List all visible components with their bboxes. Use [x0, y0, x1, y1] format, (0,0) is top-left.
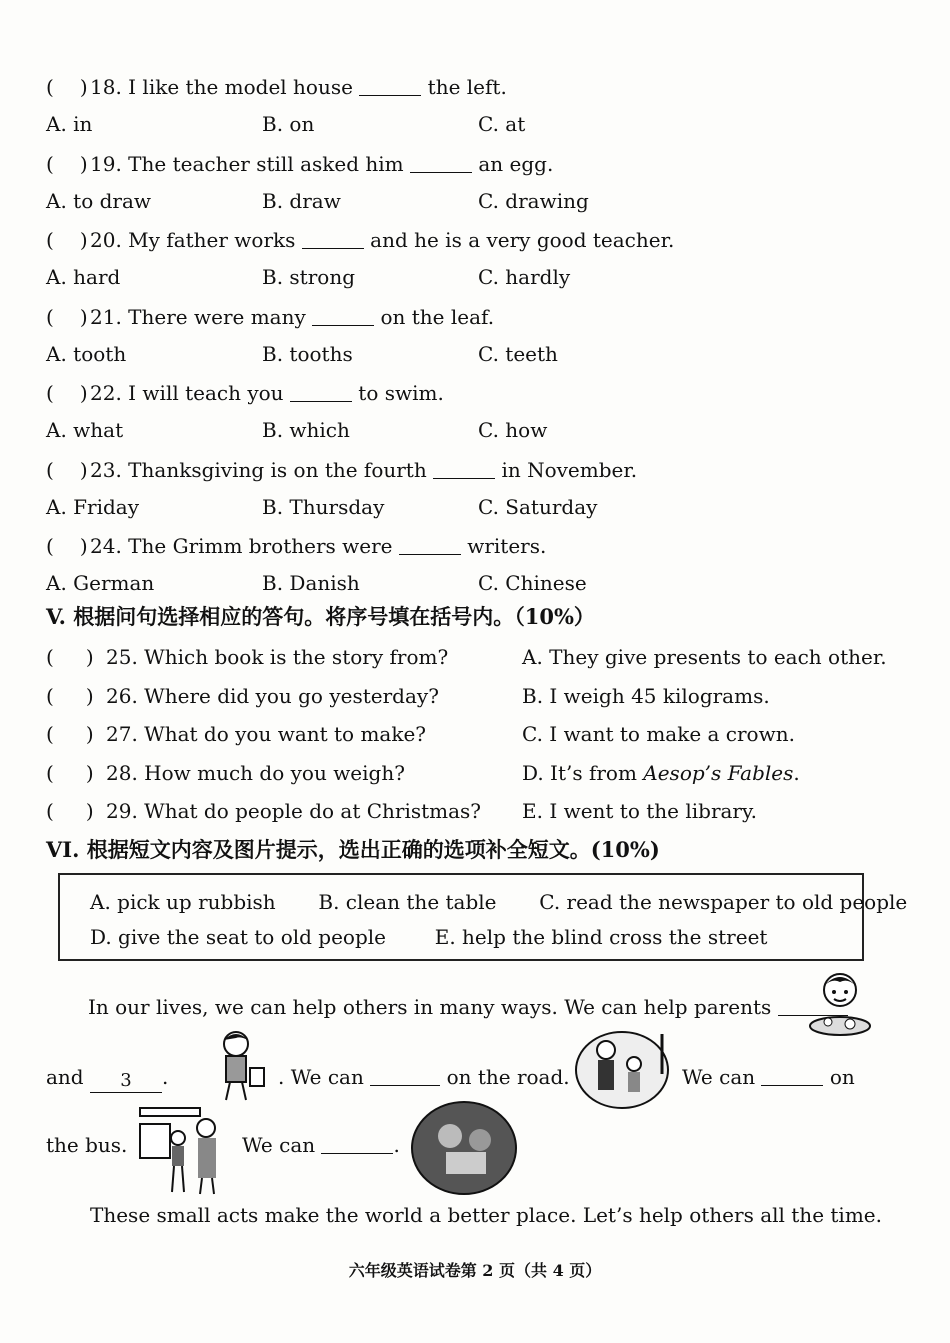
question-number: 21.: [90, 304, 122, 329]
answer-paren[interactable]: [46, 717, 106, 751]
option-c[interactable]: C. hardly: [478, 265, 571, 289]
option-b[interactable]: B. Thursday: [262, 494, 385, 519]
options-row: [46, 566, 910, 600]
options-row-1: [90, 887, 907, 917]
pic-read-newspaper: [410, 1100, 518, 1196]
option-c[interactable]: C. drawing: [478, 188, 589, 213]
option-b[interactable]: B. which: [262, 418, 350, 442]
option-e: E. help the blind cross the street: [434, 925, 768, 949]
answer-paren[interactable]: [46, 756, 106, 790]
question-text: 26. Where did you go yesterday?: [106, 683, 439, 708]
answer-paren[interactable]: [46, 300, 90, 334]
question-number: 18.: [90, 75, 122, 99]
paren-close: ): [85, 722, 94, 746]
passage-line-4: These small acts make the world a better place. Let’s help others all the time.: [90, 1203, 882, 1227]
answer-paren[interactable]: [46, 147, 90, 181]
paren-open: (: [46, 457, 54, 482]
paren-open: (: [46, 151, 54, 176]
answer-blank[interactable]: [761, 1063, 823, 1086]
paren-open: (: [46, 799, 54, 823]
paren-close: ): [79, 151, 88, 176]
question-text: My father works: [128, 228, 296, 252]
question-blank: [302, 226, 364, 249]
matching-row: [46, 640, 910, 674]
answer-paren[interactable]: [46, 453, 90, 487]
question-text: I like the model house: [128, 75, 353, 99]
question-row: [46, 300, 910, 334]
option-a[interactable]: A. Friday: [46, 494, 140, 519]
pic-give-seat: [132, 1104, 228, 1196]
answer-paren[interactable]: [46, 70, 90, 104]
passage-text: In our lives, we can help others in many ways. We can help parents: [88, 995, 772, 1019]
answer-paren[interactable]: [46, 794, 106, 828]
question-blank: [410, 150, 472, 173]
paren-open: (: [46, 75, 54, 99]
question-text: 28. How much do you weigh?: [106, 760, 405, 785]
answer-paren[interactable]: [46, 640, 106, 674]
options-row: [46, 413, 910, 447]
passage-text: . We can: [278, 1065, 364, 1089]
answer-blank[interactable]: [370, 1063, 440, 1086]
question-blank: [433, 456, 495, 479]
question-row: [46, 70, 910, 104]
question-number: 20.: [90, 228, 122, 252]
question-row: [46, 453, 910, 487]
option-a[interactable]: A. German: [46, 571, 155, 595]
question-text: There were many: [128, 304, 306, 329]
option-c[interactable]: C. how: [478, 418, 548, 442]
section-v-title: V. 根据问句选择相应的答句。将序号填在括号内。（10%）: [46, 604, 595, 629]
paren-open: (: [46, 645, 54, 669]
answer-text: D. It’s from: [522, 760, 644, 785]
matching-question: [46, 717, 426, 751]
question-number: 23.: [90, 457, 122, 482]
matching-row: [46, 756, 910, 790]
option-a: A. pick up rubbish: [90, 890, 276, 914]
options-row: [46, 260, 910, 294]
question-text: I will teach you: [128, 381, 284, 405]
option-c[interactable]: C. teeth: [478, 341, 558, 366]
answer-paren[interactable]: [46, 679, 106, 713]
passage-text: and: [46, 1065, 84, 1089]
passage-line-1: [88, 990, 848, 1024]
page-footer: 六年级英语试卷第 2 页（共 4 页）: [348, 1261, 602, 1280]
paren-close: ): [79, 75, 88, 99]
passage-text: the bus.: [46, 1133, 128, 1157]
option-b[interactable]: B. on: [262, 112, 315, 136]
paren-open: (: [46, 722, 54, 746]
matching-row: [46, 679, 910, 713]
option-b: B. clean the table: [318, 890, 497, 914]
passage-text: on: [829, 1065, 855, 1089]
question-blank: [312, 303, 374, 326]
answer-text: B. I weigh 45 kilograms.: [522, 683, 770, 708]
matching-answer: [522, 756, 800, 790]
answer-text: E. I went to the library.: [522, 799, 757, 823]
question-number: 22.: [90, 381, 122, 405]
question-row: [46, 529, 910, 563]
question-number: 24.: [90, 534, 122, 558]
passage-text: We can: [242, 1133, 316, 1157]
passage-line-2c: [682, 1060, 855, 1094]
paren-close: ): [85, 645, 94, 669]
paren-close: ): [79, 381, 88, 405]
answer-paren[interactable]: [46, 529, 90, 563]
answer-blank-filled[interactable]: 3: [90, 1070, 162, 1093]
paren-close: ): [79, 304, 88, 329]
passage-line-3a: [46, 1128, 127, 1162]
paren-close: ): [85, 799, 94, 823]
option-c[interactable]: C. at: [478, 112, 526, 136]
paren-close: ): [85, 760, 94, 785]
paren-open: (: [46, 683, 54, 708]
pic-washing-dishes: [800, 968, 880, 1044]
options-row: [46, 184, 910, 218]
section-vi-title: VI. 根据短文内容及图片提示，选出正确的选项补全短文。(10%): [46, 837, 660, 862]
answer-blank[interactable]: [321, 1131, 393, 1154]
options-row: [46, 337, 910, 371]
options-row: [46, 490, 910, 524]
passage-line-2a: and 3 .: [46, 1065, 169, 1091]
question-text: 29. What do people do at Christmas?: [106, 799, 482, 823]
question-text-end: the left.: [427, 75, 507, 99]
options-row-2: [90, 922, 767, 952]
paren-open: (: [46, 760, 54, 785]
answer-text-end: .: [793, 760, 800, 785]
question-row: [46, 223, 910, 257]
option-c[interactable]: C. Saturday: [478, 494, 598, 519]
question-text: 25. Which book is the story from?: [106, 645, 449, 669]
matching-question: [46, 679, 439, 713]
option-c: C. read the newspaper to old people: [539, 890, 908, 914]
question-number: 19.: [90, 151, 122, 176]
question-text-end: an egg.: [478, 151, 554, 176]
question-text: 27. What do you want to make?: [106, 722, 427, 746]
option-a[interactable]: A. hard: [46, 265, 121, 289]
matching-question: [46, 640, 448, 674]
answer-text: A. They give presents to each other.: [522, 645, 887, 669]
question-blank: [399, 532, 461, 555]
answer-paren[interactable]: [46, 223, 90, 257]
question-text-end: to swim.: [358, 381, 444, 405]
question-text: The Grimm brothers were: [128, 534, 393, 558]
option-a[interactable]: A. in: [46, 112, 93, 136]
option-a[interactable]: A. what: [46, 418, 124, 442]
options-row: [46, 107, 910, 141]
question-text-end: on the leaf.: [380, 304, 495, 329]
question-text: Thanksgiving is on the fourth: [128, 457, 427, 482]
pic-help-blind: [572, 1030, 672, 1110]
answer-paren[interactable]: [46, 376, 90, 410]
passage-text: .: [393, 1133, 400, 1157]
answer-text: C. I want to make a crown.: [522, 722, 795, 746]
matching-answer: [522, 794, 757, 828]
matching-row: [46, 717, 910, 751]
option-b[interactable]: B. strong: [262, 265, 355, 289]
paren-open: (: [46, 534, 54, 558]
matching-row: [46, 794, 910, 828]
passage-text: We can: [682, 1065, 756, 1089]
question-text-end: in November.: [501, 457, 638, 482]
matching-answer: [522, 679, 770, 713]
paren-close: ): [79, 457, 88, 482]
option-b[interactable]: B. tooths: [262, 341, 353, 366]
paren-open: (: [46, 228, 54, 252]
paren-open: (: [46, 304, 54, 329]
answer-book-title: Aesop’s Fables: [643, 760, 794, 785]
question-blank: [290, 379, 352, 402]
pic-pick-up-rubbish: [212, 1028, 270, 1104]
paren-close: ): [79, 534, 88, 558]
passage-line-3b: [242, 1128, 400, 1162]
option-a[interactable]: A. to draw: [46, 188, 151, 213]
matching-answer: [522, 717, 795, 751]
question-row: [46, 376, 910, 410]
option-b[interactable]: B. draw: [262, 188, 341, 213]
paren-close: ): [85, 683, 94, 708]
passage-line-2b: [278, 1060, 570, 1094]
option-d: D. give the seat to old people: [90, 925, 387, 949]
options-box: [58, 873, 908, 961]
passage-text: on the road.: [446, 1065, 570, 1089]
matching-question: [46, 756, 405, 790]
paren-close: ): [79, 228, 88, 252]
paren-open: (: [46, 381, 54, 405]
question-text: The teacher still asked him: [128, 151, 404, 176]
matching-answer: [522, 640, 887, 674]
option-b[interactable]: B. Danish: [262, 571, 360, 595]
question-text-end: writers.: [467, 534, 547, 558]
question-blank: [359, 73, 421, 96]
matching-question: [46, 794, 481, 828]
question-text-end: and he is a very good teacher.: [370, 228, 675, 252]
question-row: [46, 147, 910, 181]
option-a[interactable]: A. tooth: [46, 341, 127, 366]
option-c[interactable]: C. Chinese: [478, 571, 587, 595]
